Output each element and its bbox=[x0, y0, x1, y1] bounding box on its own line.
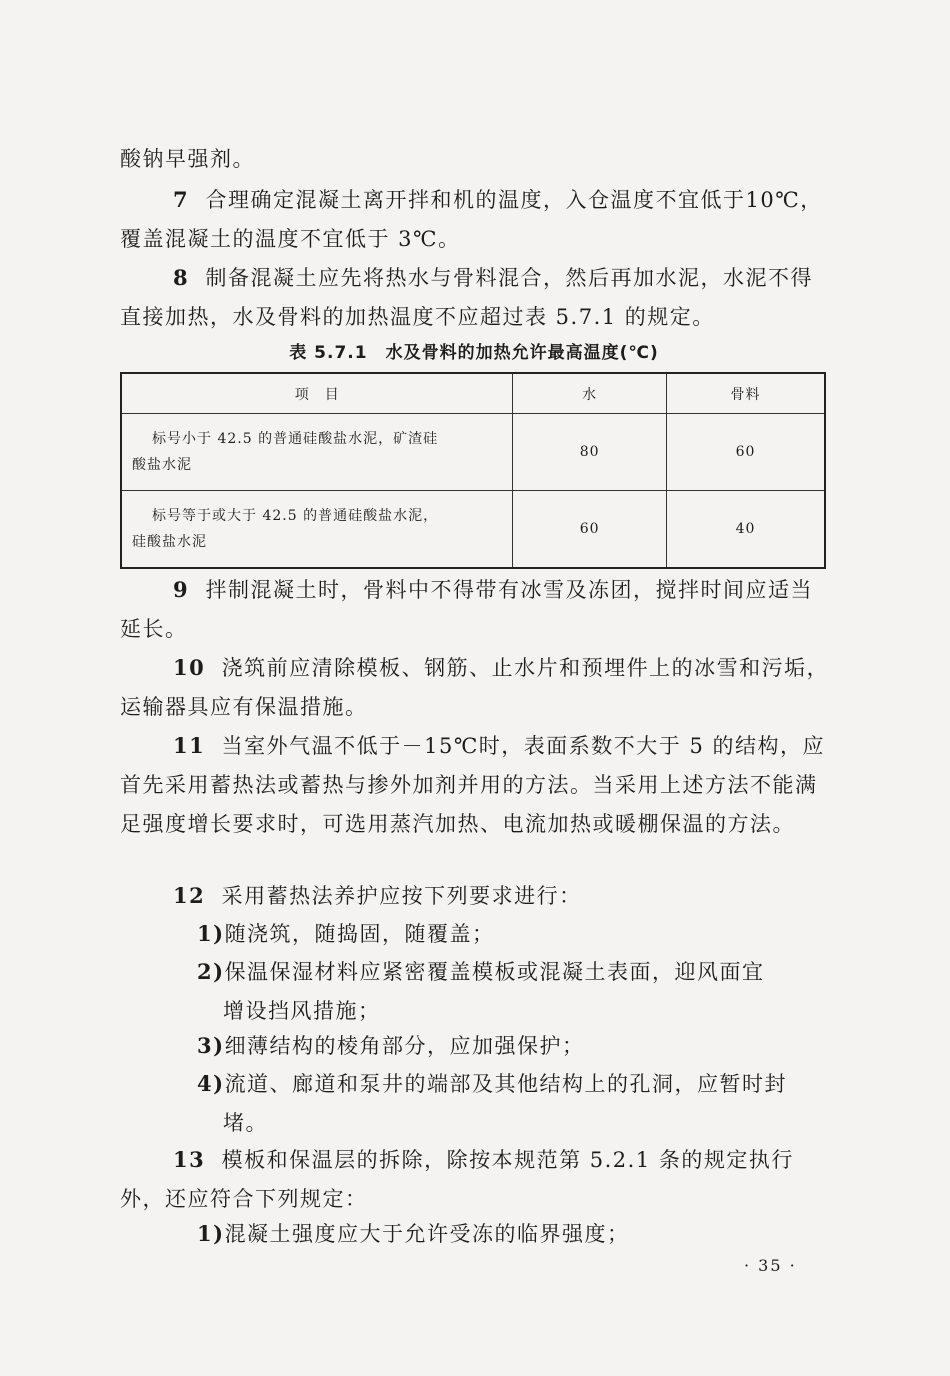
clause-text: 拌制混凝土时，骨料中不得带有冰雪及冻团，搅拌时间应适当延长。 bbox=[120, 578, 813, 641]
header-water: 水 bbox=[513, 373, 667, 414]
paragraph-continuation bbox=[120, 140, 830, 179]
list-item-text: 流道、廊道和泵井的端部及其他结构上的孔洞，应暂时封 bbox=[224, 1072, 788, 1096]
list-item-continuation: 增设挡风措施； bbox=[223, 999, 381, 1023]
cell-water: 60 bbox=[513, 491, 667, 569]
list-item-text: 混凝土强度应大于允许受冻的临界强度； bbox=[224, 1222, 630, 1246]
list-item bbox=[197, 914, 830, 954]
page-number: · 35 · bbox=[744, 1256, 797, 1275]
clause-number: 10 bbox=[173, 655, 206, 680]
cell-item bbox=[121, 491, 513, 569]
cell-item-line: 硅酸盐水泥 bbox=[132, 534, 207, 550]
cell-aggregate: 40 bbox=[666, 491, 825, 569]
list-item-number: 4) bbox=[197, 1071, 225, 1096]
header-item: 项 目 bbox=[121, 373, 513, 414]
table-title: 表 5.7.1 水及骨料的加热允许最高温度(℃) bbox=[289, 343, 659, 363]
clause-text: 浇筑前应清除模板、钢筋、止水片和预埋件上的冰雪和污垢，运输器具应有保温措施。 bbox=[120, 656, 830, 719]
cell-water: 80 bbox=[513, 414, 667, 491]
list-item-text: 保温保湿材料应紧密覆盖模板或混凝土表面，迎风面宜 bbox=[224, 960, 765, 984]
table-row bbox=[121, 491, 825, 569]
clause-7 bbox=[120, 180, 830, 259]
table-header-row bbox=[121, 373, 825, 414]
clause-number: 12 bbox=[173, 883, 206, 908]
list-item bbox=[197, 952, 830, 1031]
clause-number: 11 bbox=[173, 733, 206, 758]
clause-13 bbox=[120, 1140, 830, 1219]
clause-9 bbox=[120, 570, 830, 649]
list-item-continuation: 堵。 bbox=[223, 1111, 268, 1135]
cell-item bbox=[121, 414, 513, 491]
list-item-text: 细薄结构的棱角部分，应加强保护； bbox=[224, 1034, 585, 1058]
list-item-number: 2) bbox=[197, 959, 225, 984]
list-item-text: 随浇筑，随捣固，随覆盖； bbox=[224, 922, 495, 946]
clause-11 bbox=[120, 726, 830, 844]
clause-number: 13 bbox=[173, 1147, 206, 1172]
clause-number: 7 bbox=[173, 187, 190, 212]
clause-8 bbox=[120, 258, 830, 337]
list-item-number: 3) bbox=[197, 1033, 225, 1058]
clause-number: 9 bbox=[173, 577, 190, 602]
list-item-number: 1) bbox=[197, 921, 225, 946]
clause-12 bbox=[120, 876, 830, 916]
clause-text: 当室外气温不低于－15℃时，表面系数不大于 5 的结构，应首先采用蓄热法或蓄热与掺外加剂并用的方法。当采用上述方法不能满足强度增长要求时，可选用蒸汽加热、电流加热或暖棚保温的方法。 bbox=[120, 734, 826, 836]
paragraph-text: 酸钠早强剂。 bbox=[120, 147, 255, 171]
list-item bbox=[197, 1214, 830, 1254]
heating-temperature-table bbox=[120, 372, 826, 569]
cell-item-line: 标号小于 42.5 的普通硅酸盐水泥，矿渣硅 bbox=[152, 431, 439, 447]
clause-text: 合理确定混凝土离开拌和机的温度，入仓温度不宜低于10℃，覆盖混凝土的温度不宜低于 3℃。 bbox=[120, 188, 823, 251]
table-row bbox=[121, 414, 825, 491]
cell-item-line: 标号等于或大于 42.5 的普通硅酸盐水泥， bbox=[152, 508, 439, 524]
clause-number: 8 bbox=[173, 265, 190, 290]
clause-text: 制备混凝土应先将热水与骨料混合，然后再加水泥，水泥不得直接加热，水及骨料的加热温度不应超过表 5.7.1 的规定。 bbox=[120, 266, 813, 329]
clause-text: 采用蓄热法养护应按下列要求进行： bbox=[221, 884, 582, 908]
header-aggregate: 骨料 bbox=[666, 373, 825, 414]
list-item bbox=[197, 1026, 830, 1066]
cell-aggregate: 60 bbox=[666, 414, 825, 491]
list-item-number: 1) bbox=[197, 1221, 225, 1246]
cell-item-line: 酸盐水泥 bbox=[132, 457, 192, 473]
clause-10 bbox=[120, 648, 830, 727]
clause-text: 模板和保温层的拆除，除按本规范第 5.2.1 条的规定执行外，还应符合下列规定： bbox=[120, 1148, 794, 1211]
list-item bbox=[197, 1064, 830, 1143]
